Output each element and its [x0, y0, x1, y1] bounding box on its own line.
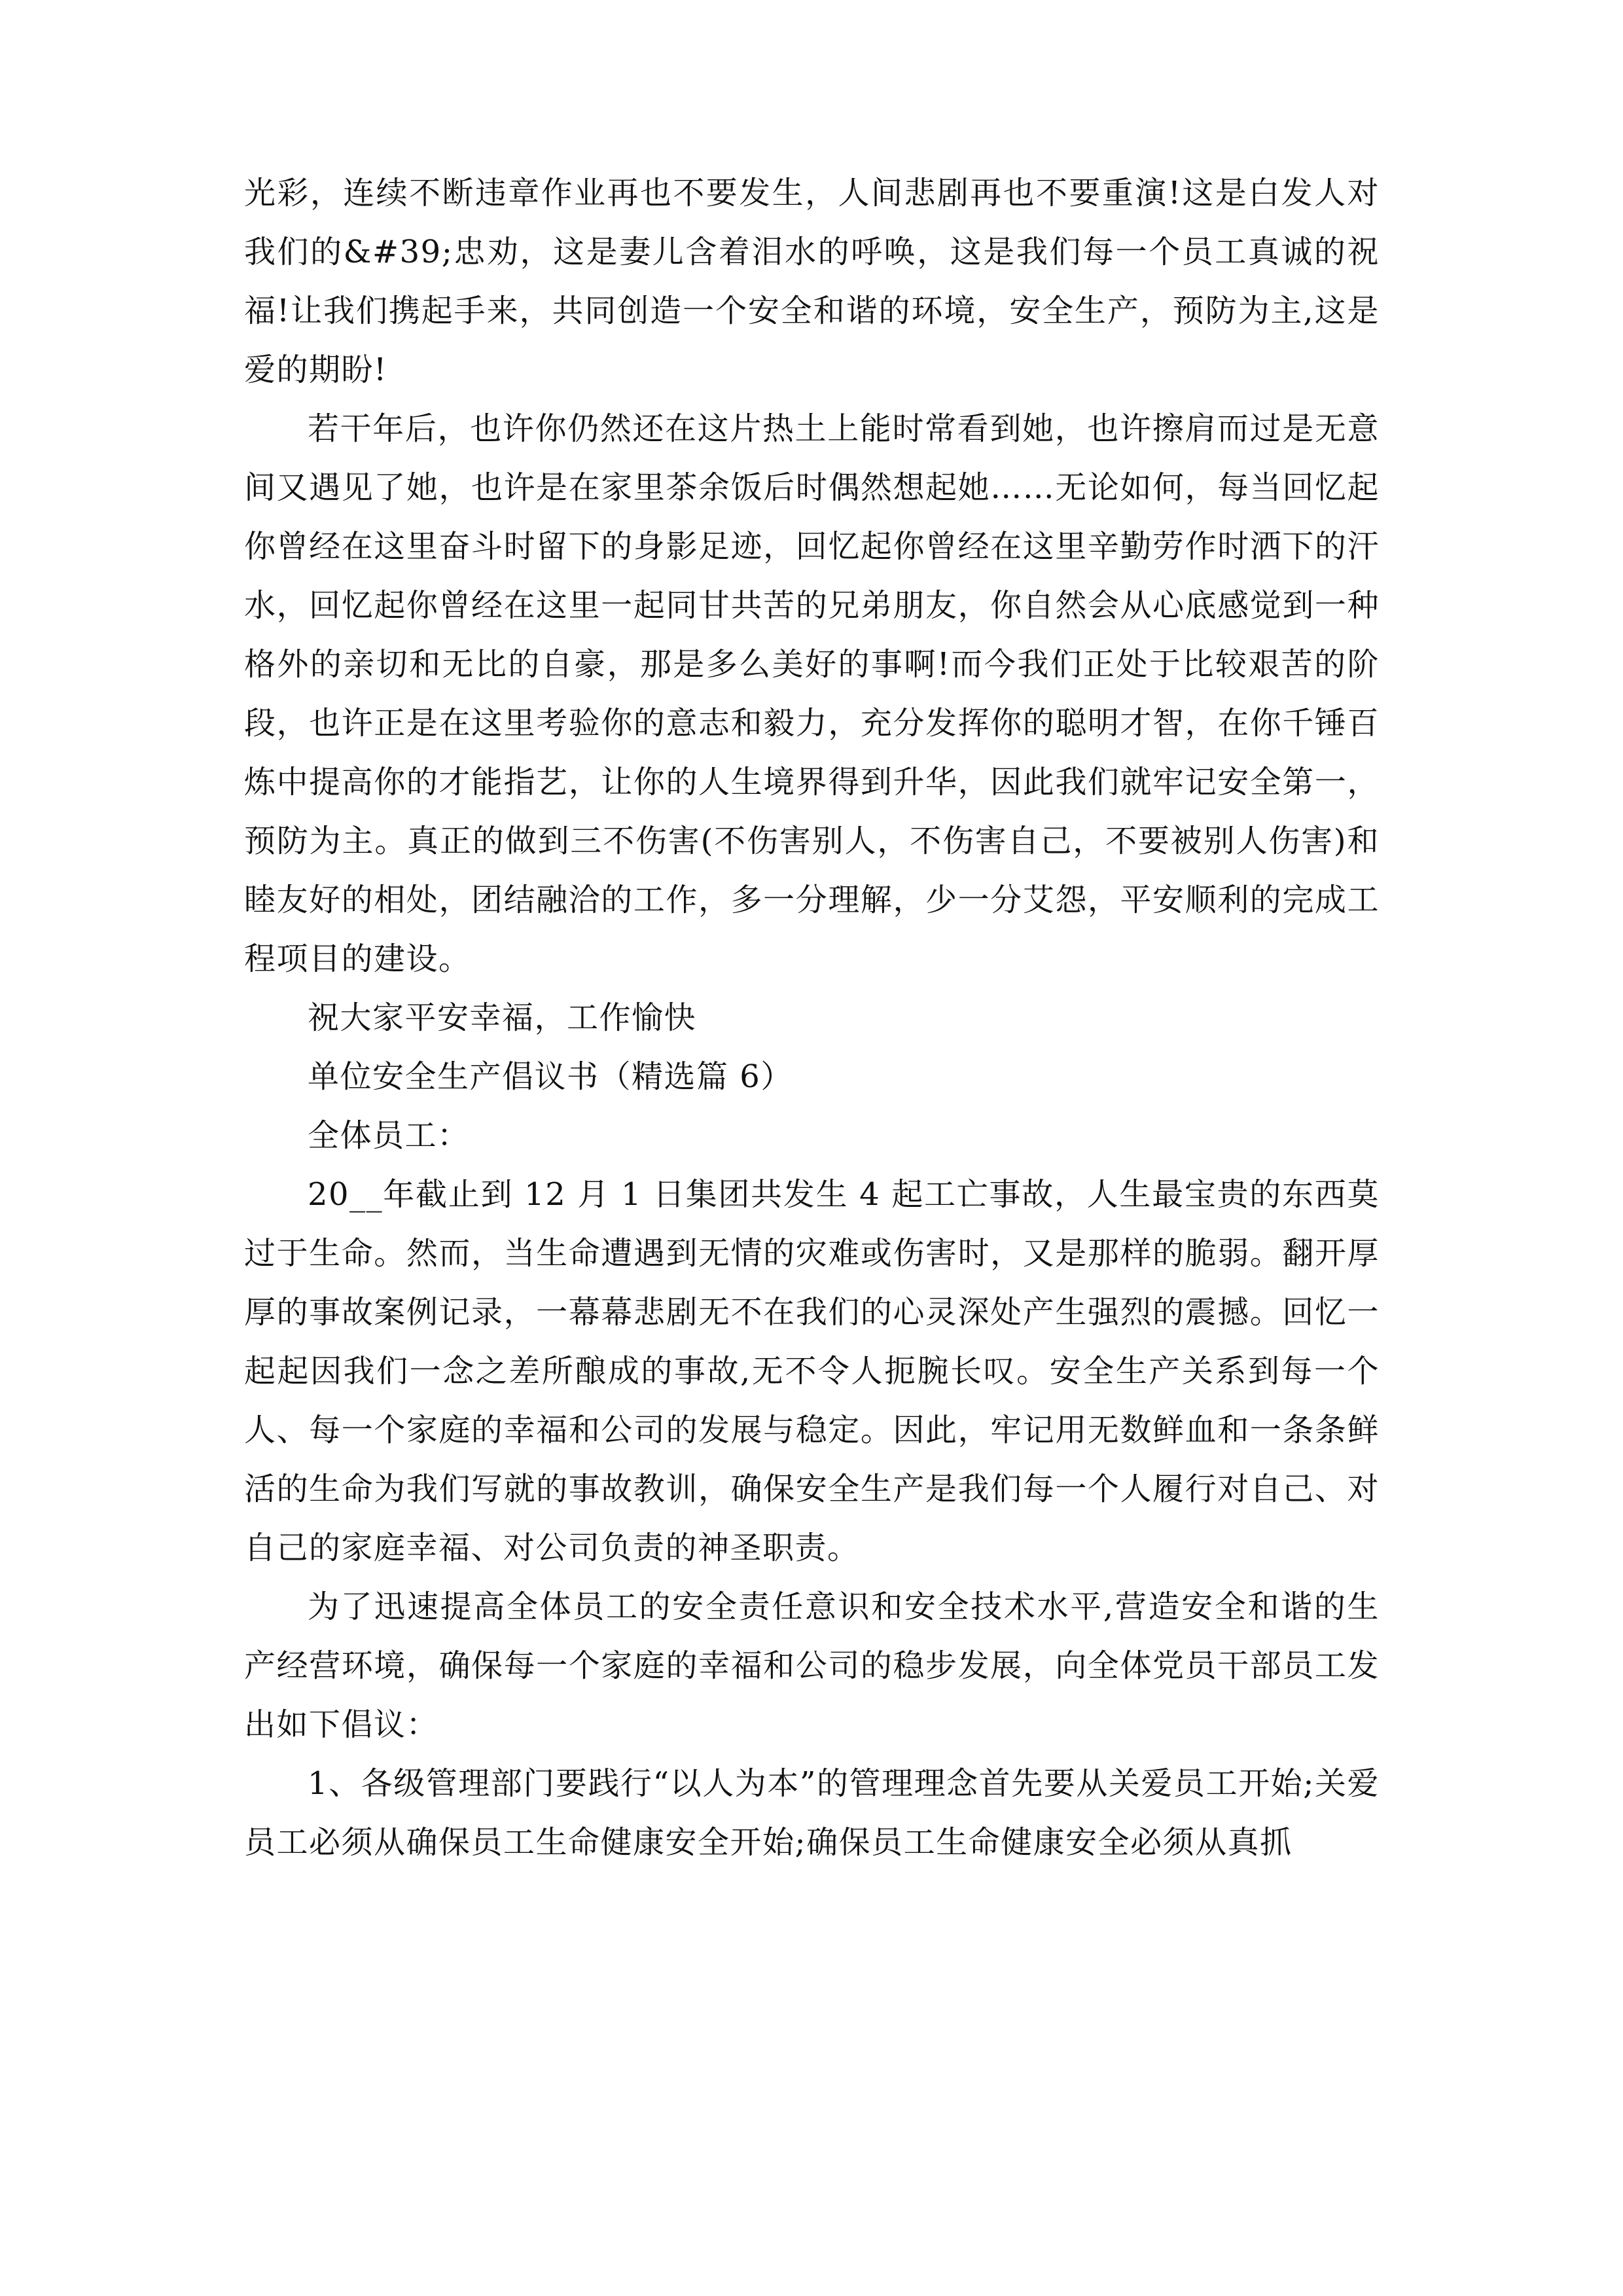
paragraph: 为了迅速提高全体员工的安全责任意识和安全技术水平,营造安全和谐的生产经营环境，确保每一个家庭的幸福和公司的稳步发展，向全体党员干部员工发出如下倡议： — [244, 1588, 1380, 1743]
paragraph: 若干年后，也许你仍然还在这片热土上能时常看到她，也许擦肩而过是无意间又遇见了她，也许是在家里茶余饭后时偶然想起她……无论如何，每当回忆起你曾经在这里奋斗时留下的身影足迹，回忆起你曾经在这里辛勤劳作时洒下的汗水，回忆起你曾经在这里一起同甘共苦的兄弟朋友，你自然会从心底感觉到一种格外的亲切和无比的自豪，那是多么美好的事啊!而今我们正处于比较艰苦的阶段，也许正是在这里考验你的意志和毅力，充分发挥你的聪明才智，在你千锤百炼中提高你的才能指艺，让你的人生境界得到升华，因此我们就牢记安全第一，预防为主。真正的做到三不伤害(不伤害别人，不伤害自己，不要被别人伤害)和睦友好的相处，团结融洽的工作，多一分理解，少一分艾怨，平安顺利的完成工程项目的建设。 — [244, 410, 1380, 977]
closing-line: 祝大家平安幸福，工作愉快 — [308, 999, 697, 1036]
section-title: 单位安全生产倡议书（精选篇 6） — [308, 1058, 793, 1095]
paragraph: 1、各级管理部门要践行“以人为本”的管理理念首先要从关爱员工开始;关爱员工必须从确保员工生命健康安全开始;确保员工生命健康安全必须从真抓 — [244, 1765, 1380, 1861]
document-body — [244, 164, 1380, 1872]
paragraph: 20__年截止到 12 月 1 日集团共发生 4 起工亡事故，人生最宝贵的东西莫过于生命。然而，当生命遭遇到无情的灾难或伤害时，又是那样的脆弱。翻开厚厚的事故案例记录，一幕幕悲剧无不在我们的心灵深处产生强烈的震撼。回忆一起起因我们一念之差所酿成的事故,无不令人扼腕长叹。安全生产关系到每一个人、每一个家庭的幸福和公司的发展与稳定。因此，牢记用无数鲜血和一条条鲜活的生命为我们写就的事故教训，确保安全生产是我们每一个人履行对自己、对自己的家庭幸福、对公司负责的神圣职责。 — [244, 1176, 1380, 1566]
salutation: 全体员工： — [308, 1117, 470, 1154]
paragraph: 光彩，连续不断违章作业再也不要发生，人间悲剧再也不要重演!这是白发人对我们的&#39;忠劝，这是妻儿含着泪水的呼唤，这是我们每一个员工真诚的祝福!让我们携起手来，共同创造一个安全和谐的环境，安全生产，预防为主,这是爱的期盼! — [244, 175, 1380, 388]
